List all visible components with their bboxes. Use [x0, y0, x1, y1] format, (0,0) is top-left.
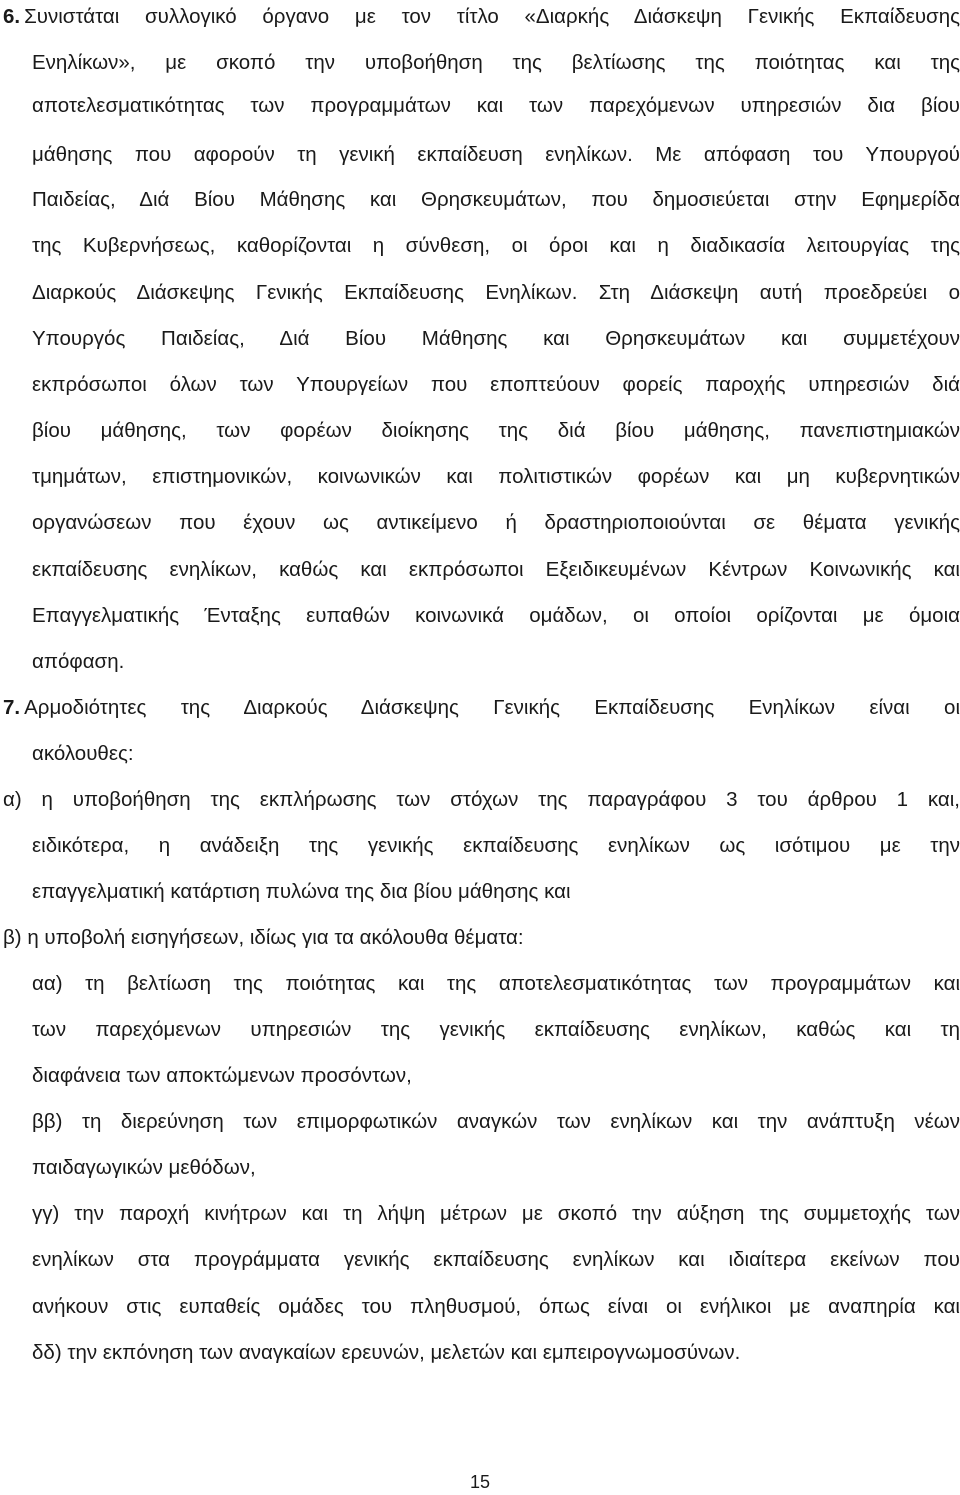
section-6-line-9: εκπρόσωποι όλων των Υπουργείων που εποπτεύουν φορείς παροχής υπηρεσιών διά	[32, 373, 960, 396]
item-a-line-3: επαγγελματική κατάρτιση πυλώνα της δια βίου μάθησης και	[32, 880, 571, 903]
item-aa-line-2: των παρεχόμενων υπηρεσιών της γενικής εκπαίδευσης ενηλίκων, καθώς και τη	[32, 1018, 960, 1041]
item-bb-line-1: ββ) τη διερεύνηση των επιμορφωτικών αναγκών των ενηλίκων και την ανάπτυξη νέων	[32, 1110, 960, 1133]
section-6-line-2: Ενηλίκων», με σκοπό την υποβοήθηση της βελτίωσης της ποιότητας και της	[32, 51, 960, 74]
section-7-number: 7.	[3, 696, 21, 719]
section-6-line-7: Διαρκούς Διάσκεψης Γενικής Εκπαίδευσης Ενηλίκων. Στη Διάσκεψη αυτή προεδρεύει ο	[32, 281, 960, 304]
section-6-line-15: απόφαση.	[32, 650, 125, 673]
section-6-line-12: οργανώσεων που έχουν ως αντικείμενο ή δραστηριοποιούνται σε θέματα γενικής	[32, 511, 960, 534]
section-6-line-11: τμημάτων, επιστημονικών, κοινωνικών και πολιτιστικών φορέων και μη κυβερνητικών	[32, 465, 960, 488]
item-dd-line-1: δδ) την εκπόνηση των αναγκαίων ερευνών, μελετών και εμπειρογνωμοσύνων.	[32, 1341, 741, 1364]
item-b-line-1: β) η υποβολή εισηγήσεων, ιδίως για τα ακόλουθα θέματα:	[3, 926, 524, 949]
section-6-line-3: αποτελεσματικότητας των προγραμμάτων και των παρεχόμενων υπηρεσιών δια βίου	[32, 94, 960, 117]
item-a-line-1: α) η υποβοήθηση της εκπλήρωσης των στόχων της παραγράφου 3 του άρθρου 1 και,	[3, 788, 960, 811]
section-6-line-4: μάθησης που αφορούν τη γενική εκπαίδευση ενηλίκων. Με απόφαση του Υπουργού	[32, 143, 960, 166]
section-6-line-8: Υπουργός Παιδείας, Διά Βίου Μάθησης και Θρησκευμάτων και συμμετέχουν	[32, 327, 960, 350]
section-6-line-13: εκπαίδευσης ενηλίκων, καθώς και εκπρόσωποι Εξειδικευμένων Κέντρων Κοινωνικής και	[32, 558, 960, 581]
section-6-line-5: Παιδείας, Διά Βίου Μάθησης και Θρησκευμάτων, που δημοσιεύεται στην Εφημερίδα	[32, 188, 960, 211]
section-6-line-14: Επαγγελματικής Ένταξης ευπαθών κοινωνικά ομάδων, οι οποίοι ορίζονται με όμοια	[32, 604, 960, 627]
section-6-line-1: 6. Συνιστάται συλλογικό όργανο με τον τίτλο «Διαρκής Διάσκεψη Γενικής Εκπαίδευσης	[3, 5, 960, 28]
item-aa-line-1: αα) τη βελτίωση της ποιότητας και της αποτελεσματικότητας των προγραμμάτων και	[32, 972, 960, 995]
item-a-line-2: ειδικότερα, η ανάδειξη της γενικής εκπαίδευσης ενηλίκων ως ισότιμου με την	[32, 834, 960, 857]
item-aa-line-3: διαφάνεια των αποκτώμενων προσόντων,	[32, 1064, 412, 1087]
item-bb-line-2: παιδαγωγικών μεθόδων,	[32, 1156, 256, 1179]
section-6-line-6: της Κυβερνήσεως, καθορίζονται η σύνθεση, οι όροι και η διαδικασία λειτουργίας της	[32, 234, 960, 257]
item-gg-line-3: ανήκουν στις ευπαθείς ομάδες του πληθυσμού, όπως είναι οι ενήλικοι με αναπηρία και	[32, 1295, 960, 1318]
section-7-line-2: ακόλουθες:	[32, 742, 134, 765]
section-6-line-10: βίου μάθησης, των φορέων διοίκησης της διά βίου μάθησης, πανεπιστημιακών	[32, 419, 960, 442]
page-number: 15	[469, 1472, 491, 1492]
section-7-line-1: 7. Αρμοδιότητες της Διαρκούς Διάσκεψης Γενικής Εκπαίδευσης Ενηλίκων είναι οι	[3, 696, 960, 719]
section-6-number: 6.	[3, 5, 21, 28]
item-gg-line-1: γγ) την παροχή κινήτρων και τη λήψη μέτρων με σκοπό την αύξηση της συμμετοχής των	[32, 1202, 960, 1225]
item-gg-line-2: ενηλίκων στα προγράμματα γενικής εκπαίδευσης ενηλίκων και ιδιαίτερα εκείνων που	[32, 1248, 960, 1271]
